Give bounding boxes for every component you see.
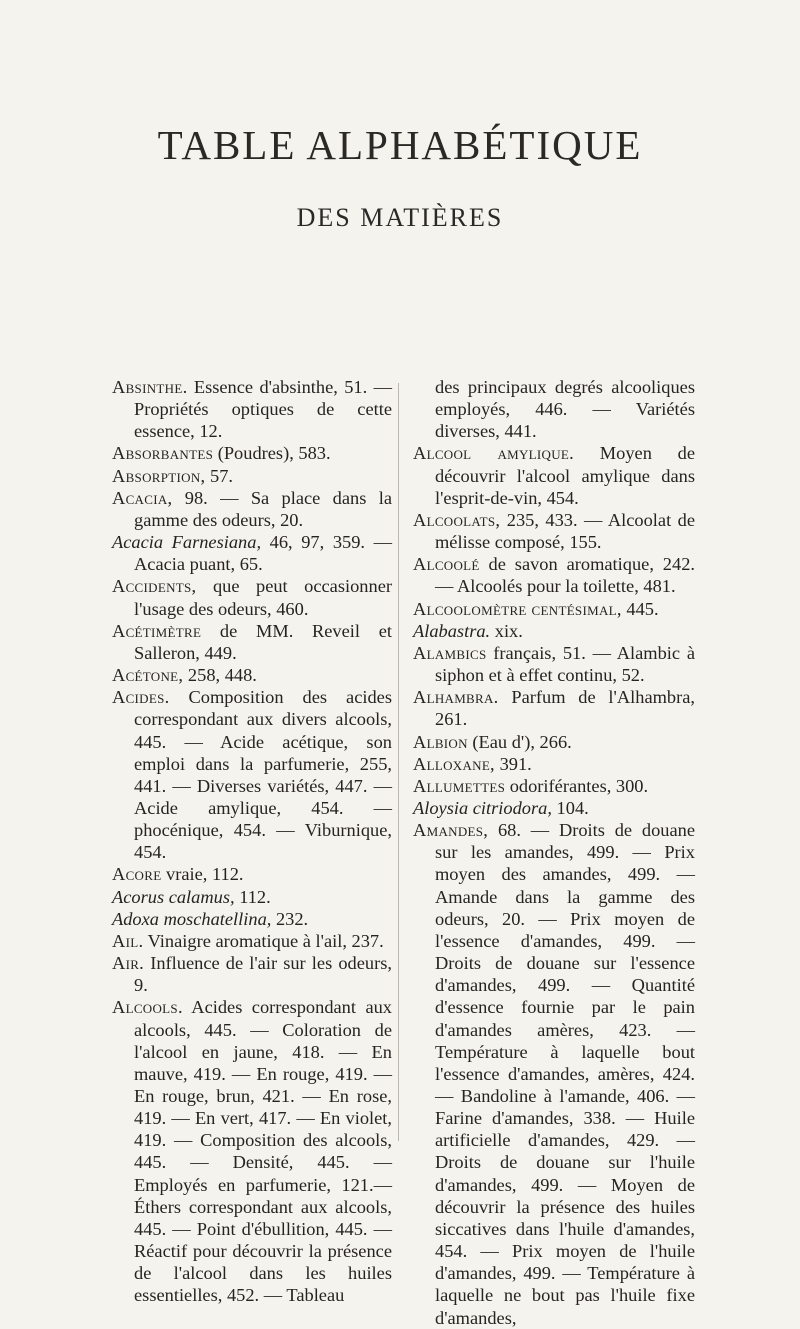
entry-headword: Alcool amylique.: [413, 443, 575, 464]
entry-headword: Alcoolomètre centésimal,: [413, 598, 622, 619]
entry-text: Parfum de l'Alhambra, 261.: [435, 687, 695, 730]
index-entry: [413, 686, 695, 730]
entry-headword: Absinthe.: [112, 377, 188, 397]
index-entry: [112, 908, 392, 930]
entry-text: vraie, 112.: [161, 864, 244, 885]
entry-text: xix.: [490, 620, 523, 641]
entry-headword: Ail.: [112, 930, 144, 951]
index-entry: [112, 886, 392, 908]
index-column-left: [112, 376, 392, 1307]
index-entry: [112, 996, 392, 1306]
page-title: TABLE ALPHABÉTIQUE: [157, 122, 643, 168]
index-entry: [413, 819, 695, 1329]
entry-text: Acides correspondant aux alcools, 445. — Coloration de l'alcool en jaune, 418. — En mauve, 419. — En rouge, 419. — En rouge, brun, 421. — En rose, 419. — En vert, 417. — En violet, 419. — Composition des alcools, 445. — Densité, 445. — Employés en parfumerie, 121.— Éthers correspondant aux alcools, 445. — Point d'ébullition, 445. — Réactif pour découvrir la présence de l'alcool dans les huiles essentielles, 452. — Tableau: [134, 997, 392, 1306]
index-entry: [112, 575, 392, 619]
index-entry: [112, 487, 392, 531]
entry-headword: Air.: [112, 953, 145, 974]
entry-text: (Poudres), 583.: [213, 443, 331, 464]
index-entry: [112, 930, 392, 952]
entry-headword: Acétimètre: [112, 620, 202, 641]
entry-headword: Alloxane,: [413, 753, 495, 774]
entry-text: 445.: [621, 598, 659, 619]
entry-headword: Alcoolé: [413, 554, 480, 575]
entry-headword: Acacia,: [112, 487, 173, 508]
entry-text: 46, 97, 359. — Acacia puant, 65.: [134, 532, 392, 575]
entry-text: français, 51. — Alambic à siphon et à effet continu, 52.: [435, 642, 695, 686]
entry-text: 57.: [205, 465, 234, 486]
entry-text: des principaux degrés alcooliques employés, 446. — Variétés diverses, 441.: [435, 377, 695, 442]
entry-text: 112.: [234, 886, 271, 907]
entry-text: 232.: [271, 908, 309, 929]
entry-headword: Allumettes: [413, 775, 506, 796]
entry-headword: Alcoolats,: [413, 509, 501, 530]
index-entry: [413, 797, 695, 819]
entry-text: 258, 448.: [183, 665, 257, 686]
entry-headword: Alcools.: [112, 997, 183, 1018]
index-entry: [112, 376, 392, 442]
index-entry: [413, 775, 695, 797]
index-entry: [112, 442, 392, 464]
column-divider: [398, 383, 399, 1141]
entry-headword: Acacia Farnesiana,: [112, 532, 262, 553]
entry-headword: Aloysia citriodora,: [413, 797, 552, 818]
entry-text: de MM. Reveil et Salleron, 449.: [134, 620, 392, 663]
entry-text: 68. — Droits de douane sur les amandes, 499. — Prix moyen des amandes, 499. — Amande dans la gamme des odeurs, 20. — Prix moyen de l'essence d'amandes, 499. — Droits de douane sur l'essence d'amandes, 499. — Quantité d'essence fournie par le pain d'amandes amères, 423. — Température à laquelle bout l'essence d'amandes, amères, 424. — Bandoline à l'amande, 406. — Farine d'amandes, 338. — Huile artificielle d'amandes, 429. — Droits de douane sur l'huile d'amandes, 499. — Moyen de découvrir la présence des huiles siccatives dans l'huile d'amandes, 454. — Prix moyen de l'huile d'amandes, 499. — Température à laquelle ne bout pas l'huile fixe d'amandes,: [435, 820, 695, 1328]
index-entry: [112, 465, 392, 487]
index-entry: [413, 642, 695, 686]
entry-headword: Amandes,: [413, 820, 489, 841]
index-entry: [413, 376, 695, 442]
entry-text: 98. — Sa place dans la gamme des odeurs, 20.: [134, 487, 392, 530]
index-entry: [413, 442, 695, 508]
entry-headword: Alhambra.: [413, 687, 499, 708]
entry-headword: Adoxa moschatellina,: [112, 908, 272, 929]
entry-headword: Acétone,: [112, 665, 184, 686]
entry-headword: Absorption,: [112, 465, 206, 486]
entry-headword: Acore: [112, 864, 162, 885]
entry-headword: Acorus calamus,: [112, 886, 235, 907]
page-subtitle: DES MATIÈRES: [296, 203, 504, 232]
entry-text: 235, 433. — Alcoolat de mélisse composé, 155.: [435, 509, 695, 553]
index-entry: [413, 553, 695, 597]
index-entry: [112, 686, 392, 863]
entry-text: 391.: [494, 753, 532, 774]
index-entry: [112, 952, 392, 996]
index-entry: [112, 620, 392, 664]
entry-headword: Alambics: [413, 642, 487, 663]
index-column-right: [413, 376, 695, 1329]
index-entry: [413, 598, 695, 620]
index-entry: [413, 731, 695, 753]
entry-text: Influence de l'air sur les odeurs, 9.: [134, 953, 392, 996]
entry-headword: Absorbantes: [112, 443, 214, 464]
entry-text: Moyen de découvrir l'alcool amylique dans l'esprit-de-vin, 454.: [435, 443, 696, 508]
index-entry: [413, 753, 695, 775]
index-entry: [112, 664, 392, 686]
entry-text: de savon aromatique, 242.— Alcoolés pour la toilette, 481.: [435, 554, 695, 597]
entry-text: odoriférantes, 300.: [505, 775, 649, 796]
entry-text: que peut occasionner l'usage des odeurs, 460.: [134, 576, 392, 619]
entry-headword: Albion: [413, 731, 468, 752]
entry-text: (Eau d'), 266.: [467, 731, 572, 752]
entry-text: Composition des acides correspondant aux divers alcools, 445. — Acide acétique, son emploi dans la parfumerie, 255, 441. — Diverses variétés, 447. — Acide amylique, 454. — phocénique, 454. — Viburnique, 454.: [134, 687, 392, 863]
entry-text: Essence d'absinthe, 51. — Propriétés optiques de cette essence, 12.: [134, 377, 392, 442]
entry-headword: Acides.: [112, 687, 170, 708]
entry-text: Vinaigre aromatique à l'ail, 237.: [143, 930, 384, 951]
entry-text: 104.: [551, 797, 589, 818]
index-entry: [413, 620, 695, 642]
index-entry: [413, 509, 695, 553]
entry-headword: Alabastra.: [413, 620, 491, 641]
entry-headword: Accidents,: [112, 576, 197, 597]
index-entry: [112, 531, 392, 575]
index-entry: [112, 863, 392, 885]
